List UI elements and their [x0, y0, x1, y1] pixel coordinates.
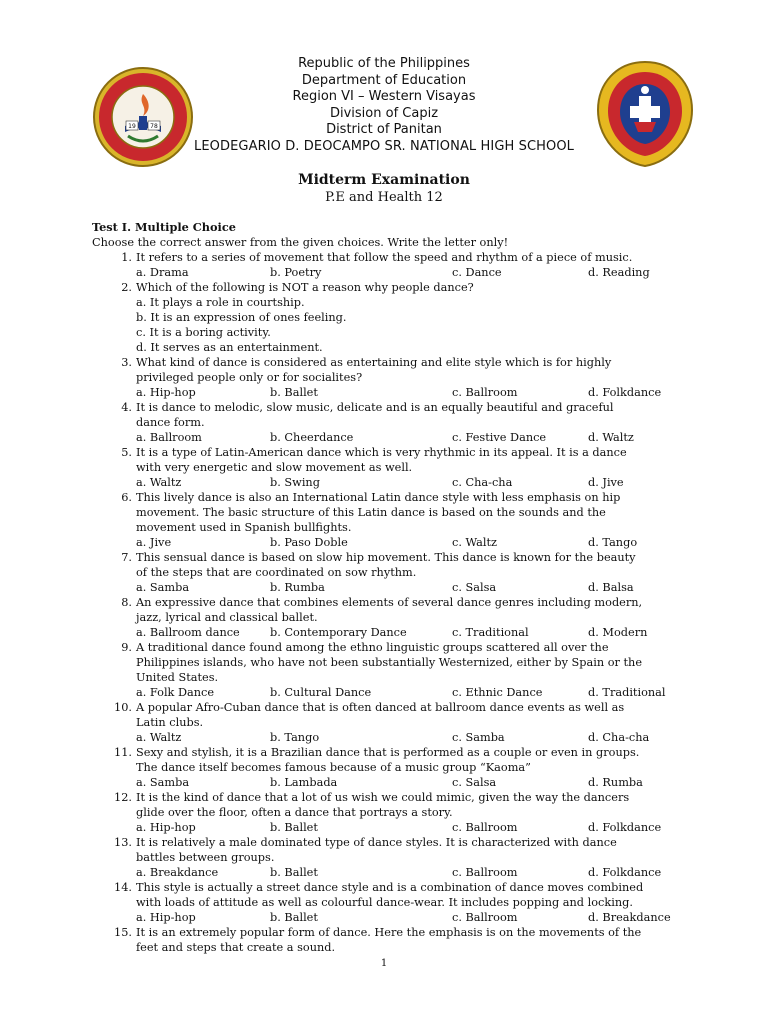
answer-choice: c. Cha-cha — [452, 476, 513, 489]
answer-choice: a. Waltz — [136, 476, 182, 489]
answer-choice: a. Hip-hop — [136, 821, 196, 834]
answer-choice: b. Ballet — [270, 821, 318, 834]
question-number: 11. — [114, 746, 132, 759]
answer-choice: a. Jive — [136, 536, 172, 549]
question-text-line: It is dance to melodic, slow music, delicate and is an equally beautiful and graceful — [136, 401, 614, 414]
question-item — [92, 445, 692, 475]
answer-choice: a. Breakdance — [136, 866, 219, 879]
question-text-line: What kind of dance is considered as entertaining and elite style which is for highly — [136, 356, 612, 369]
answer-choice: b. Cultural Dance — [270, 686, 372, 699]
question-text-line: United States. — [136, 671, 219, 684]
choice-row — [92, 775, 692, 790]
answer-choice: b. Ballet — [270, 866, 318, 879]
answer-choice: b. Poetry — [270, 266, 322, 279]
question-item — [92, 595, 692, 625]
answer-choice: b. It is an expression of ones feeling. — [136, 311, 347, 324]
answer-choice: d. Reading — [588, 266, 650, 279]
answer-choice: a. It plays a role in courtship. — [136, 296, 305, 309]
question-item — [92, 745, 692, 775]
letterhead-district: District of Panitan — [326, 122, 442, 137]
test-instruction: Choose the correct answer from the given choices. Write the letter only! — [92, 236, 509, 249]
question-text-line: with very energetic and slow movement as well. — [136, 461, 413, 474]
answer-choice: a. Samba — [136, 776, 190, 789]
question-item — [92, 925, 692, 955]
question-number: 15. — [114, 926, 132, 939]
answer-choice: a. Ballroom dance — [136, 626, 240, 639]
question-item — [92, 250, 692, 265]
answer-choice: a. Samba — [136, 581, 190, 594]
answer-choice: b. Paso Doble — [270, 536, 348, 549]
question-text-line: of the steps that are coordinated on sow rhythm. — [136, 566, 417, 579]
exam-subject: P.E and Health 12 — [325, 190, 443, 205]
choice-row — [92, 865, 692, 880]
choice-row — [92, 625, 692, 640]
answer-choice: c. Ballroom — [452, 821, 518, 834]
question-number: 2. — [121, 281, 132, 294]
answer-choice: c. Ballroom — [452, 866, 518, 879]
answer-choice: b. Ballet — [270, 911, 318, 924]
question-text-line: This style is actually a street dance style and is a combination of dance moves combined — [136, 881, 644, 894]
answer-choice: d. Modern — [588, 626, 648, 639]
choice-row — [92, 535, 692, 550]
letterhead-region: Region VI – Western Visayas — [292, 89, 476, 104]
answer-choice: d. Folkdance — [588, 821, 662, 834]
question-text-line: A popular Afro-Cuban dance that is often danced at ballroom dance events as well as — [136, 701, 625, 714]
answer-choice: d. Breakdance — [588, 911, 671, 924]
question-text-line: Which of the following is NOT a reason why people dance? — [136, 281, 474, 294]
choice-row — [92, 580, 692, 595]
question-item — [92, 550, 692, 580]
question-text-line: An expressive dance that combines elements of several dance genres including modern, — [136, 596, 643, 609]
choice-row — [92, 820, 692, 835]
question-number: 5. — [121, 446, 132, 459]
choice-row — [92, 730, 692, 745]
question-item — [92, 880, 692, 910]
seal-year-left: 19 — [128, 123, 136, 130]
question-item — [92, 490, 692, 535]
answer-choice: b. Cheerdance — [270, 431, 354, 444]
question-item — [92, 640, 692, 685]
question-number: 9. — [121, 641, 132, 654]
answer-choice: d. Balsa — [588, 581, 634, 594]
answer-choice: d. Tango — [588, 536, 638, 549]
answer-choice: d. Waltz — [588, 431, 634, 444]
choice-row — [92, 265, 692, 280]
answer-choice: d. Jive — [588, 476, 624, 489]
answer-choice: d. Rumba — [588, 776, 643, 789]
question-item — [92, 280, 692, 295]
question-text-line: jazz, lyrical and classical ballet. — [136, 611, 318, 624]
question-item — [92, 790, 692, 820]
question-number: 7. — [121, 551, 132, 564]
letterhead-department: Department of Education — [301, 72, 467, 88]
question-text-line: The dance itself becomes famous because of a music group “Kaoma” — [136, 761, 531, 774]
answer-choice: d. Traditional — [588, 686, 666, 699]
question-text-line: It is relatively a male dominated type of dance styles. It is characterized with dance — [136, 836, 617, 849]
question-text-line: battles between groups. — [136, 851, 275, 864]
question-number: 13. — [114, 836, 132, 849]
test-heading: Test I. Multiple Choice — [92, 220, 236, 234]
answer-choice: c. It is a boring activity. — [136, 326, 271, 339]
question-text-line: Sexy and stylish, it is a Brazilian dance that is performed as a couple or even in groups. — [136, 746, 640, 759]
answer-choice: a. Hip-hop — [136, 386, 196, 399]
exam-content — [92, 220, 692, 955]
letterhead-republic: Republic of the Philippines — [298, 56, 470, 71]
letterhead-division: Division of Capiz — [329, 105, 439, 121]
answer-choice: c. Ballroom — [452, 386, 518, 399]
question-item — [92, 355, 692, 385]
question-number: 12. — [114, 791, 132, 804]
answer-choice: d. Cha-cha — [588, 731, 650, 744]
answer-choice: a. Hip-hop — [136, 911, 196, 924]
question-text-line: dance form. — [136, 416, 205, 429]
seal-year-right: 78 — [150, 123, 158, 130]
answer-choice: a. Ballroom — [136, 431, 202, 444]
question-item — [92, 835, 692, 865]
question-number: 10. — [114, 701, 132, 714]
answer-choice: b. Contemporary Dance — [270, 626, 407, 639]
question-text-line: feet and steps that create a sound. — [136, 941, 336, 954]
question-text-line: It is a type of Latin-American dance which is very rhythmic in its appeal. It is a dance — [136, 446, 627, 459]
question-number: 4. — [121, 401, 132, 414]
answer-choice: a. Folk Dance — [136, 686, 215, 699]
question-text-line: This lively dance is also an International Latin dance style with less emphasis on hip — [136, 491, 621, 504]
question-text-line: Philippines islands, who have not been substantially Westernized, either by Spain or the — [136, 656, 643, 669]
answer-choice: b. Ballet — [270, 386, 318, 399]
question-text-line: It refers to a series of movement that follow the speed and rhythm of a piece of music. — [136, 251, 633, 264]
choice-list — [92, 295, 692, 355]
question-number: 1. — [121, 251, 132, 264]
answer-choice: c. Festive Dance — [452, 431, 547, 444]
letterhead — [0, 56, 768, 155]
answer-choice: c. Samba — [452, 731, 505, 744]
question-text-line: privileged people only or for socialites? — [136, 371, 363, 384]
question-text-line: glide over the floor, often a dance that portrays a story. — [136, 806, 453, 819]
choice-row — [92, 385, 692, 400]
exam-title: Midterm Examination — [298, 172, 470, 188]
question-number: 3. — [121, 356, 132, 369]
answer-choice: d. It serves as an entertainment. — [136, 341, 323, 354]
question-text-line: movement. The basic structure of this Latin dance is based on the sounds and the — [136, 506, 606, 519]
answer-choice: c. Ballroom — [452, 911, 518, 924]
answer-choice: c. Traditional — [452, 626, 529, 639]
question-item — [92, 700, 692, 730]
question-text-line: This sensual dance is based on slow hip movement. This dance is known for the beauty — [136, 551, 636, 564]
question-number: 8. — [121, 596, 132, 609]
answer-choice: a. Drama — [136, 266, 189, 279]
question-list — [92, 250, 692, 955]
question-text-line: Latin clubs. — [136, 716, 204, 729]
answer-choice: c. Salsa — [452, 581, 497, 594]
question-text-line: A traditional dance found among the ethno linguistic groups scattered all over the — [136, 641, 609, 654]
question-number: 6. — [121, 491, 132, 504]
answer-choice: d. Folkdance — [588, 866, 662, 879]
answer-choice: c. Waltz — [452, 536, 497, 549]
answer-choice: b. Tango — [270, 731, 320, 744]
choice-row — [92, 685, 692, 700]
question-item — [92, 400, 692, 430]
answer-choice: c. Salsa — [452, 776, 497, 789]
choice-row — [92, 475, 692, 490]
choice-row — [92, 910, 692, 925]
question-text-line: It is the kind of dance that a lot of us wish we could mimic, given the way the dancers — [136, 791, 630, 804]
answer-choice: b. Rumba — [270, 581, 325, 594]
question-text-line: with loads of attitude as well as colourful dance-wear. It includes popping and locking. — [136, 896, 633, 909]
letterhead-school: LEODEGARIO D. DEOCAMPO SR. NATIONAL HIGH SCHOOL — [193, 138, 575, 154]
question-number: 14. — [114, 881, 132, 894]
answer-choice: c. Dance — [452, 266, 502, 279]
answer-choice: a. Waltz — [136, 731, 182, 744]
choice-row — [92, 430, 692, 445]
answer-choice: d. Folkdance — [588, 386, 662, 399]
page-number: 1 — [380, 958, 388, 969]
question-text-line: It is an extremely popular form of dance. Here the emphasis is on the movements of the — [136, 926, 642, 939]
answer-choice: b. Lambada — [270, 776, 338, 789]
question-text-line: movement used in Spanish bullfights. — [136, 521, 352, 534]
answer-choice: c. Ethnic Dance — [452, 686, 543, 699]
answer-choice: b. Swing — [270, 476, 320, 489]
